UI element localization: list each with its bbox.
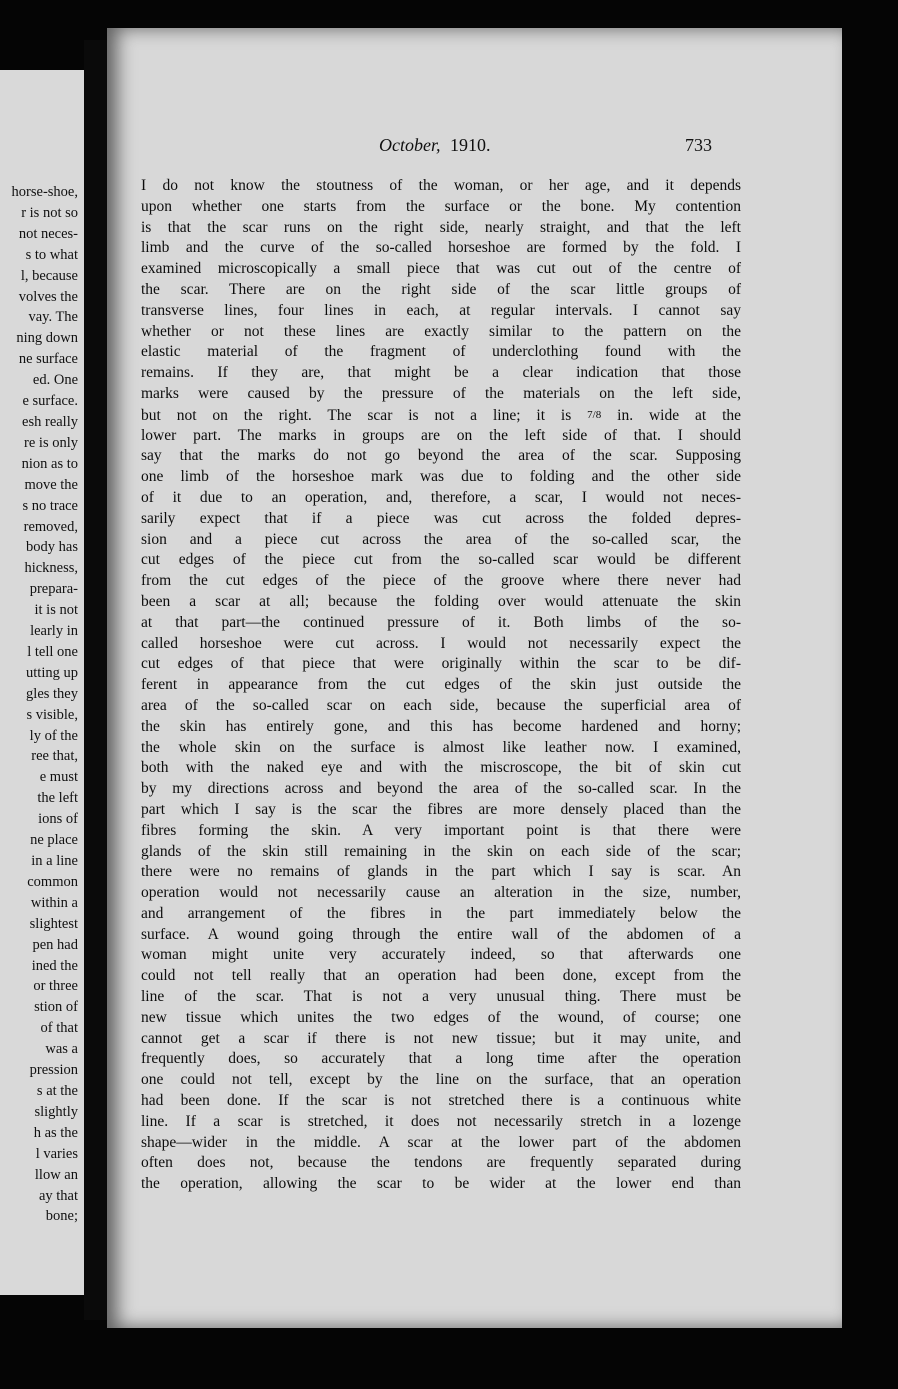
left-text-line: pen had <box>32 936 78 953</box>
left-text-line: of that <box>40 1020 78 1037</box>
text-line: at that part—the continued pressure of it. Both limbs of the so- <box>141 613 741 631</box>
body-text <box>141 176 741 1195</box>
left-text-line: pression <box>29 1062 78 1079</box>
page-number: 733 <box>685 135 712 155</box>
right-page <box>107 28 842 1328</box>
left-text-line: esh really <box>22 413 78 430</box>
text-line: could not tell really that an operation had been done, except from the <box>141 967 741 985</box>
left-text-line: h as the <box>33 1124 78 1141</box>
fraction: 7/8 <box>587 408 602 421</box>
text-line: from the cut edges of the piece of the groove where there never had <box>141 572 741 590</box>
left-text-line: bone; <box>45 1208 78 1225</box>
text-line: upon whether one starts from the surface or the bone. My contention <box>141 197 741 215</box>
left-text-line: the left <box>37 790 78 807</box>
text-line: frequently does, so accurately that a long time after the operation <box>141 1050 741 1068</box>
left-text-line: or three <box>33 978 78 995</box>
left-text-line: ning down <box>16 330 78 347</box>
left-text-line: prepara- <box>29 581 78 598</box>
left-text-line: ne surface <box>18 351 78 368</box>
text-line: remains. If they are, that might be a clear indication that those <box>141 364 741 382</box>
text-line: cut edges of the piece cut from the so-called scar would be different <box>141 551 741 569</box>
left-text-line: utting up <box>26 664 78 681</box>
left-text-line: ined the <box>31 957 78 974</box>
left-text-line: e surface. <box>22 393 78 410</box>
text-line: the scar. There are on the right side of the scar little groups of <box>141 280 741 298</box>
text-line: line of the scar. That is not a very unusual thing. There must be <box>141 988 741 1006</box>
left-text-line: volves the <box>18 288 78 305</box>
left-text-line: s no trace <box>22 497 78 514</box>
text-line: one could not tell, except by the line on the surface, that an operation <box>141 1071 741 1089</box>
left-text-line: e must <box>39 769 78 786</box>
left-text-line: removed, <box>23 518 78 535</box>
text-line: been a scar at all; because the folding over would attenuate the skin <box>141 592 741 610</box>
left-text-line: ly of the <box>29 727 78 744</box>
left-text-line: nion as to <box>21 455 78 472</box>
text-line: there were no remains of glands in the part which I say is scar. An <box>141 863 741 881</box>
left-text-line: l, because <box>20 267 78 284</box>
text-line: both with the naked eye and with the miscroscope, the bit of skin cut <box>141 759 741 777</box>
text-line: limb and the curve of the so-called horseshoe are formed by the fold. I <box>141 239 741 257</box>
text-line: had been done. If the scar is not stretched there is a continuous white <box>141 1092 741 1110</box>
text-line: but not on the right. The scar is not a line; it is 7/8 in. wide at the <box>141 406 742 424</box>
text-line: often does not, because the tendons are frequently separated during <box>141 1154 741 1172</box>
text-line: sarily expect that if a piece was cut across the folded depres- <box>141 509 741 527</box>
text-line: by my directions across and beyond the area of the so-called scar. In the <box>141 780 741 798</box>
left-text-line: ay that <box>38 1187 78 1204</box>
left-text-line: body has <box>26 539 78 556</box>
text-line: whether or not these lines are exactly similar to the pattern on the <box>141 322 741 340</box>
text-line: line. If a scar is stretched, it does not necessarily stretch in a lozenge <box>141 1112 741 1130</box>
text-line: called horseshoe were cut across. I would not necessarily expect the <box>141 634 741 652</box>
left-text-line: ed. One <box>32 372 78 389</box>
left-text-line: was a <box>45 1041 78 1058</box>
text-line: of it due to an operation, and, therefore, a scar, I would not neces- <box>141 488 741 506</box>
left-text-line: l varies <box>35 1145 78 1162</box>
left-text-line: within a <box>30 894 78 911</box>
left-text-line: slightest <box>29 915 78 932</box>
left-text-line: r is not so <box>21 204 78 221</box>
left-text-line: re is only <box>24 434 78 451</box>
left-text-line: stion of <box>34 999 78 1016</box>
left-text-line: it is not <box>34 602 78 619</box>
text-line: lower part. The marks in groups are on the left side of that. I should <box>141 426 741 444</box>
left-text-line: l tell one <box>27 643 78 660</box>
text-line: the operation, allowing the scar to be wider at the lower end than <box>141 1175 741 1193</box>
text-line: shape—wider in the middle. A scar at the lower part of the abdomen <box>141 1133 741 1151</box>
text-line: surface. A wound going through the entire wall of the abdomen of a <box>141 925 741 943</box>
text-line: the skin has entirely gone, and this has become hardened and horny; <box>141 717 741 735</box>
left-page-fragment <box>0 70 84 1295</box>
text-line: operation would not necessarily cause an alteration in the size, number, <box>141 884 741 902</box>
left-text-line: ree that, <box>31 748 78 765</box>
text-line: I do not know the stoutness of the woman, or her age, and it depends <box>141 177 741 194</box>
text-line: ferent in appearance from the cut edges of the skin just outside the <box>141 676 741 694</box>
left-text-line: slightly <box>34 1103 78 1120</box>
text-line: woman might unite very accurately indeed, so that afterwards one <box>141 946 741 964</box>
text-line: sion and a piece cut across the area of the so-called scar, the <box>141 530 741 548</box>
text-line: and arrangement of the fibres in the part immediately below the <box>141 904 741 922</box>
left-text-line: s visible, <box>26 706 78 723</box>
text-line: transverse lines, four lines in each, at regular intervals. I cannot say <box>141 301 741 319</box>
text-line: fibres forming the skin. A very important point is that there were <box>141 821 741 839</box>
text-line: new tissue which unites the two edges of the wound, of course; one <box>141 1008 741 1026</box>
left-page-text <box>12 182 78 1227</box>
left-text-line: in a line <box>31 853 78 869</box>
text-line: say that the marks do not go beyond the area of the scar. Supposing <box>141 447 741 465</box>
left-text-line: learly in <box>30 623 78 640</box>
text-line: part which I say is the scar the fibres are more densely placed than the <box>141 800 741 818</box>
text-line: area of the so-called scar on each side, because the superficial area of <box>141 696 741 714</box>
left-text-line: gles they <box>26 685 78 702</box>
left-text-line: hickness, <box>24 560 78 577</box>
text-line: examined microscopically a small piece that was cut out of the centre of <box>141 260 741 278</box>
text-line: cut edges of that piece that were originally within the scar to be dif- <box>141 655 741 673</box>
text-line: glands of the skin still remaining in the skin on each side of the scar; <box>141 842 741 860</box>
text-line: cannot get a scar if there is not new tissue; but it may unite, and <box>141 1029 741 1047</box>
left-text-line: ne place <box>30 832 78 849</box>
text-line: marks were caused by the pressure of the materials on the left side, <box>141 384 741 402</box>
left-text-line: llow an <box>34 1166 78 1183</box>
left-text-line: not neces- <box>18 225 78 242</box>
header-year: 1910. <box>450 135 491 155</box>
left-text-line: s to what <box>25 246 78 263</box>
left-text-line: ions of <box>38 811 78 828</box>
left-text-line: horse-shoe, <box>11 184 78 200</box>
text-line: elastic material of the fragment of underclothing found with the <box>141 343 741 361</box>
left-text-line: move the <box>24 476 78 493</box>
header-month: October, <box>379 135 441 155</box>
left-text-line: vay. The <box>28 309 78 326</box>
left-text-line: s at the <box>36 1082 78 1099</box>
text-line: is that the scar runs on the right side, nearly straight, and that the left <box>141 218 741 236</box>
running-header <box>107 135 842 161</box>
left-text-line: common <box>27 873 78 890</box>
text-line: one limb of the horseshoe mark was due to folding and the other side <box>141 468 741 486</box>
text-line: the whole skin on the surface is almost like leather now. I examined, <box>141 738 741 756</box>
